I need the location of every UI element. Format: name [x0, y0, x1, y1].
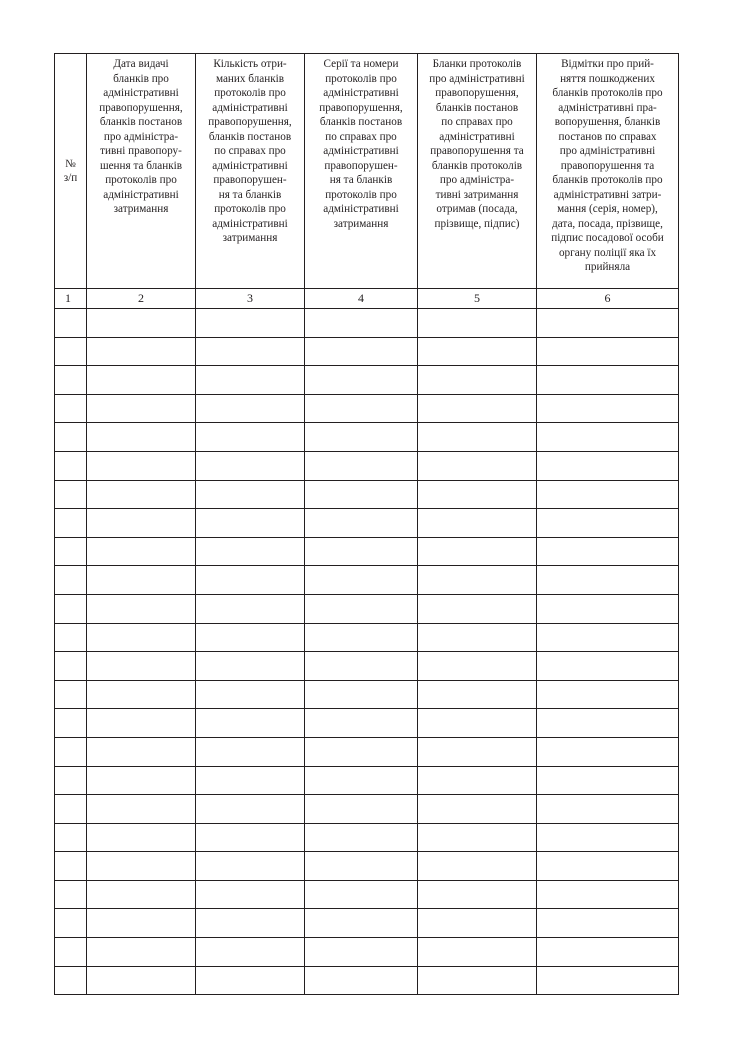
empty-cell[interactable]: [196, 737, 305, 766]
empty-cell[interactable]: [55, 480, 87, 509]
empty-cell[interactable]: [55, 509, 87, 538]
table-row: [55, 966, 679, 995]
empty-cell[interactable]: [196, 423, 305, 452]
empty-cell[interactable]: [418, 880, 537, 909]
empty-cell[interactable]: [87, 737, 196, 766]
empty-cell[interactable]: [196, 880, 305, 909]
table-row: [55, 823, 679, 852]
empty-cell[interactable]: [55, 852, 87, 881]
empty-cell[interactable]: [55, 394, 87, 423]
empty-cell[interactable]: [418, 480, 537, 509]
empty-cell[interactable]: [196, 795, 305, 824]
empty-cell[interactable]: [305, 509, 418, 538]
empty-cell[interactable]: [537, 566, 679, 595]
empty-cell[interactable]: [87, 795, 196, 824]
table-row: [55, 909, 679, 938]
empty-cell[interactable]: [305, 823, 418, 852]
table-row: [55, 537, 679, 566]
empty-cell[interactable]: [537, 909, 679, 938]
empty-cell[interactable]: [537, 423, 679, 452]
header-damaged-acceptance: Відмітки про прий- няття пошкоджених бланків протоколів про адміністративні пра- вопорушення, бланків постанов по справах про адміністративні правопорушення та бланків протоколів про адміністративні затри- мання (серія, номер), дата, посада, прізвище, підпис посадової особи органу поліції яка їх прийняла: [537, 54, 679, 289]
empty-cell[interactable]: [537, 309, 679, 338]
empty-cell[interactable]: [196, 823, 305, 852]
empty-cell[interactable]: [305, 880, 418, 909]
empty-cell[interactable]: [305, 652, 418, 681]
empty-cell[interactable]: [55, 880, 87, 909]
empty-cell[interactable]: [305, 852, 418, 881]
empty-cell[interactable]: [418, 909, 537, 938]
empty-cell[interactable]: [196, 709, 305, 738]
empty-cell[interactable]: [418, 966, 537, 995]
empty-cell[interactable]: [305, 394, 418, 423]
empty-cell[interactable]: [418, 938, 537, 967]
empty-cell[interactable]: [196, 451, 305, 480]
table-row: [55, 480, 679, 509]
empty-cell[interactable]: [87, 423, 196, 452]
empty-cell[interactable]: [418, 537, 537, 566]
table-row: [55, 337, 679, 366]
empty-cell[interactable]: [196, 966, 305, 995]
empty-cell[interactable]: [87, 366, 196, 395]
table-row: [55, 566, 679, 595]
empty-cell[interactable]: [55, 309, 87, 338]
table-row: [55, 652, 679, 681]
empty-cell[interactable]: [87, 623, 196, 652]
empty-cell[interactable]: [55, 423, 87, 452]
column-number: 3: [196, 289, 305, 309]
table-row: [55, 795, 679, 824]
empty-cell[interactable]: [537, 337, 679, 366]
empty-cell[interactable]: [305, 537, 418, 566]
empty-cell[interactable]: [55, 766, 87, 795]
empty-cell[interactable]: [196, 652, 305, 681]
empty-cell[interactable]: [55, 795, 87, 824]
empty-cell[interactable]: [87, 509, 196, 538]
empty-cell[interactable]: [196, 566, 305, 595]
empty-cell[interactable]: [87, 966, 196, 995]
table-row: [55, 309, 679, 338]
empty-cell[interactable]: [537, 366, 679, 395]
empty-cell[interactable]: [537, 852, 679, 881]
empty-cell[interactable]: [196, 766, 305, 795]
empty-cell[interactable]: [537, 623, 679, 652]
column-number: 4: [305, 289, 418, 309]
table-row: [55, 737, 679, 766]
empty-cell[interactable]: [87, 852, 196, 881]
empty-cell[interactable]: [87, 823, 196, 852]
empty-cell[interactable]: [537, 680, 679, 709]
empty-cell[interactable]: [55, 737, 87, 766]
header-issue-date: Дата видачі бланків про адміністративні правопорушення, бланків постанов про адміністра- тивні правопору- шення та бланків протоколів про адміністративні затримання: [87, 54, 196, 289]
empty-cell[interactable]: [305, 938, 418, 967]
empty-cell[interactable]: [196, 309, 305, 338]
empty-cell[interactable]: [305, 480, 418, 509]
empty-cell[interactable]: [55, 623, 87, 652]
column-number: 1: [55, 289, 87, 309]
empty-cell[interactable]: [87, 652, 196, 681]
empty-cell[interactable]: [196, 623, 305, 652]
empty-cell[interactable]: [55, 566, 87, 595]
table-row: [55, 709, 679, 738]
empty-cell[interactable]: [87, 537, 196, 566]
empty-cell[interactable]: [418, 594, 537, 623]
empty-cell[interactable]: [418, 852, 537, 881]
empty-cell[interactable]: [305, 423, 418, 452]
header-row: [55, 54, 679, 289]
empty-cell[interactable]: [196, 852, 305, 881]
header-received-count: Кількість отри- маних бланків протоколів про адміністративні правопорушення, бланків постанов по справах про адміністративні правопорушен- ня та бланків протоколів про адміністративні затримання: [196, 54, 305, 289]
empty-cell[interactable]: [87, 394, 196, 423]
empty-cell[interactable]: [418, 766, 537, 795]
empty-cell[interactable]: [87, 337, 196, 366]
empty-cell[interactable]: [418, 823, 537, 852]
empty-cell[interactable]: [305, 594, 418, 623]
empty-cell[interactable]: [55, 966, 87, 995]
empty-cell[interactable]: [305, 366, 418, 395]
empty-cell[interactable]: [196, 680, 305, 709]
empty-cell[interactable]: [87, 566, 196, 595]
empty-cell[interactable]: [55, 938, 87, 967]
empty-cell[interactable]: [87, 766, 196, 795]
table-row: [55, 366, 679, 395]
empty-cell[interactable]: [418, 652, 537, 681]
empty-cell[interactable]: [196, 909, 305, 938]
empty-cell[interactable]: [87, 938, 196, 967]
empty-cell[interactable]: [305, 795, 418, 824]
empty-cell[interactable]: [305, 709, 418, 738]
empty-cell[interactable]: [537, 537, 679, 566]
empty-cell[interactable]: [196, 594, 305, 623]
table-row: [55, 451, 679, 480]
empty-cell[interactable]: [305, 623, 418, 652]
empty-cell[interactable]: [196, 509, 305, 538]
empty-cell[interactable]: [418, 337, 537, 366]
empty-cell[interactable]: [55, 537, 87, 566]
empty-cell[interactable]: [418, 623, 537, 652]
empty-cell[interactable]: [537, 795, 679, 824]
empty-cell[interactable]: [196, 394, 305, 423]
empty-cell[interactable]: [305, 909, 418, 938]
empty-cell[interactable]: [537, 480, 679, 509]
empty-cell[interactable]: [537, 737, 679, 766]
empty-cell[interactable]: [418, 366, 537, 395]
empty-cell[interactable]: [196, 337, 305, 366]
table-row: [55, 766, 679, 795]
empty-cell[interactable]: [537, 766, 679, 795]
empty-cell[interactable]: [537, 451, 679, 480]
table-row: [55, 623, 679, 652]
empty-cell[interactable]: [55, 594, 87, 623]
empty-cell[interactable]: [305, 451, 418, 480]
column-number: 5: [418, 289, 537, 309]
empty-cell[interactable]: [196, 480, 305, 509]
empty-cell[interactable]: [537, 966, 679, 995]
column-number-row: [55, 289, 679, 309]
table-row: [55, 852, 679, 881]
empty-cell[interactable]: [55, 909, 87, 938]
table-row: [55, 880, 679, 909]
empty-cell[interactable]: [418, 509, 537, 538]
empty-cell[interactable]: [55, 823, 87, 852]
empty-cell[interactable]: [305, 337, 418, 366]
empty-cell[interactable]: [537, 394, 679, 423]
table-row: [55, 680, 679, 709]
empty-cell[interactable]: [305, 309, 418, 338]
empty-cell[interactable]: [418, 423, 537, 452]
header-received-by: Бланки протоколів про адміністративні правопорушення, бланків постанов по справах про адміністративні правопорушення та бланків протоколів про адміністра- тивні затримання отримав (посада, прізвище, підпис): [418, 54, 537, 289]
empty-cell[interactable]: [55, 680, 87, 709]
header-number: № з/п: [55, 54, 87, 289]
empty-cell[interactable]: [537, 509, 679, 538]
empty-cell[interactable]: [55, 337, 87, 366]
empty-cell[interactable]: [418, 709, 537, 738]
empty-cell[interactable]: [418, 795, 537, 824]
column-number: 6: [537, 289, 679, 309]
empty-cell[interactable]: [196, 938, 305, 967]
empty-cell[interactable]: [55, 366, 87, 395]
empty-cell[interactable]: [55, 709, 87, 738]
empty-cell[interactable]: [305, 737, 418, 766]
empty-cell[interactable]: [87, 451, 196, 480]
table-row: [55, 938, 679, 967]
empty-cell[interactable]: [305, 966, 418, 995]
empty-cell[interactable]: [418, 737, 537, 766]
header-series-numbers: Серії та номери протоколів про адміністративні правопорушення, бланків постанов по справах про адміністративні правопорушен- ня та бланків протоколів про адміністративні затримання: [305, 54, 418, 289]
empty-cell[interactable]: [537, 652, 679, 681]
empty-cell[interactable]: [537, 594, 679, 623]
empty-cell[interactable]: [55, 451, 87, 480]
empty-cell[interactable]: [305, 680, 418, 709]
empty-cell[interactable]: [537, 938, 679, 967]
empty-cell[interactable]: [537, 880, 679, 909]
empty-cell[interactable]: [87, 880, 196, 909]
empty-cell[interactable]: [87, 709, 196, 738]
empty-cell[interactable]: [418, 680, 537, 709]
register-table: [54, 53, 679, 995]
table-row: [55, 509, 679, 538]
table-row: [55, 423, 679, 452]
empty-cell[interactable]: [305, 766, 418, 795]
empty-cell[interactable]: [537, 823, 679, 852]
empty-cell[interactable]: [418, 309, 537, 338]
table-row: [55, 594, 679, 623]
empty-cell[interactable]: [537, 709, 679, 738]
empty-cell[interactable]: [196, 366, 305, 395]
empty-cell[interactable]: [305, 566, 418, 595]
table-body: [55, 309, 679, 995]
empty-cell[interactable]: [87, 594, 196, 623]
empty-cell[interactable]: [418, 566, 537, 595]
empty-cell[interactable]: [418, 451, 537, 480]
table-row: [55, 394, 679, 423]
column-number: 2: [87, 289, 196, 309]
empty-cell[interactable]: [87, 909, 196, 938]
empty-cell[interactable]: [418, 394, 537, 423]
empty-cell[interactable]: [87, 680, 196, 709]
empty-cell[interactable]: [87, 309, 196, 338]
empty-cell[interactable]: [196, 537, 305, 566]
empty-cell[interactable]: [55, 652, 87, 681]
empty-cell[interactable]: [87, 480, 196, 509]
